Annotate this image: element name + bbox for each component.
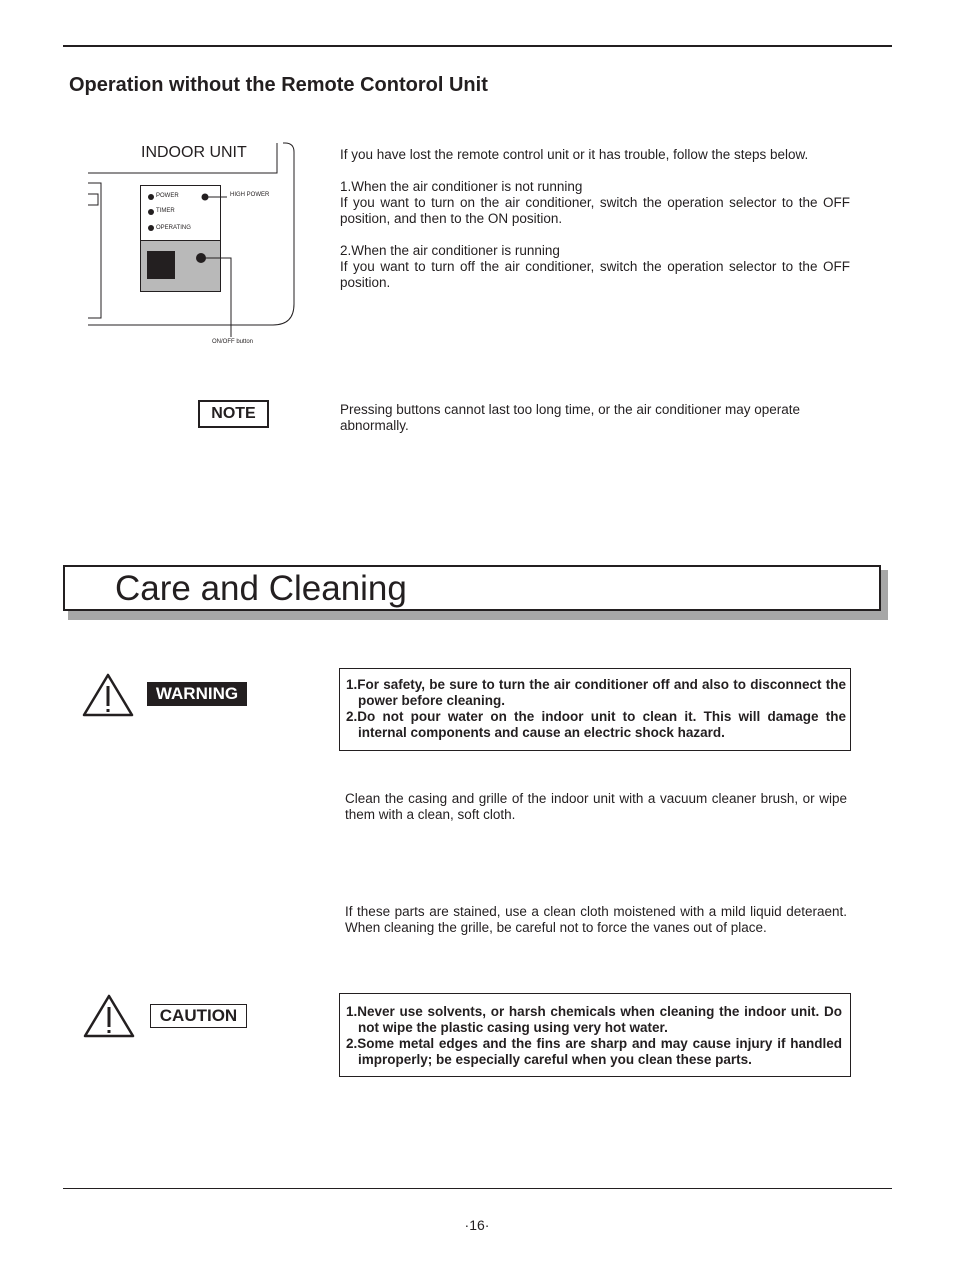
caution-label: CAUTION: [159, 1006, 238, 1025]
top-rule: [63, 45, 892, 47]
page-number: ·16·: [464, 1217, 490, 1233]
instructions-intro: If you have lost the remote control unit or it has trouble, follow the steps below.: [340, 147, 809, 162]
warning-item-2: 2.Do not pour water on the indoor unit to clean it. This will damage the internal components and cause an electric shock hazard.: [346, 709, 846, 740]
step2-title: 2.When the air conditioner is running: [340, 243, 560, 258]
warning-triangle-icon: [81, 672, 135, 718]
note-text: Pressing buttons cannot last too long time, or the air conditioner may operate abnormally.: [340, 402, 801, 433]
warning-box: [339, 668, 851, 751]
indoor-unit-label: INDOOR UNIT: [141, 144, 247, 161]
high-power-label: HIGH POWER: [230, 192, 270, 198]
section-title-operation: Operation without the Remote Contorol Unit: [69, 74, 488, 96]
caution-box: [339, 993, 851, 1077]
power-indicator-label: POWER: [156, 193, 179, 199]
caution-triangle-icon: [82, 993, 136, 1039]
indoor-unit-outline: [85, 140, 300, 352]
note-badge: [198, 400, 269, 428]
operating-indicator-led: [148, 225, 154, 231]
timer-indicator-led: [148, 209, 154, 215]
step1-body: If you want to turn on the air conditioner, switch the operation selector to the OFF position, and then to the ON position.: [340, 195, 850, 226]
step2-body: If you want to turn off the air conditioner, switch the operation selector to the OFF position.: [340, 259, 850, 290]
warning-label: WARNING: [155, 684, 239, 703]
warning-item-1: 1.For safety, be sure to turn the air conditioner off and also to disconnect the power before cleaning.: [346, 677, 846, 708]
indoor-unit-diagram: [85, 140, 300, 352]
power-indicator-led: [148, 194, 154, 200]
operating-indicator-label: OPERATING: [156, 225, 191, 231]
cleaning-paragraph-1: Clean the casing and grille of the indoor unit with a vacuum cleaner brush, or wipe them with a clean, soft cloth.: [345, 791, 847, 822]
timer-indicator-label: TIMER: [156, 208, 175, 214]
onoff-button-label: ON/OFF button: [212, 339, 254, 345]
bottom-rule: [63, 1188, 892, 1189]
caution-item-2: 2.Some metal edges and the fins are sharp and may cause injury if handled improperly; be especially careful when you clean these parts.: [346, 1036, 842, 1067]
section-header-box: [63, 565, 881, 611]
section-title-care: Care and Cleaning: [115, 569, 407, 608]
instructions-block: [340, 147, 860, 291]
caution-item-1: 1.Never use solvents, or harsh chemicals when cleaning the indoor unit. Do not wipe the plastic casing using very hot water.: [346, 1004, 842, 1035]
cleaning-paragraph-2: If these parts are stained, use a clean cloth moistened with a mild liquid deteraent. When cleaning the grille, be careful not to force the vanes out of place.: [345, 904, 847, 935]
caution-badge: [150, 1004, 247, 1028]
note-label: NOTE: [211, 405, 256, 422]
step1-title: 1.When the air conditioner is not running: [340, 179, 583, 194]
warning-badge: [147, 682, 247, 706]
